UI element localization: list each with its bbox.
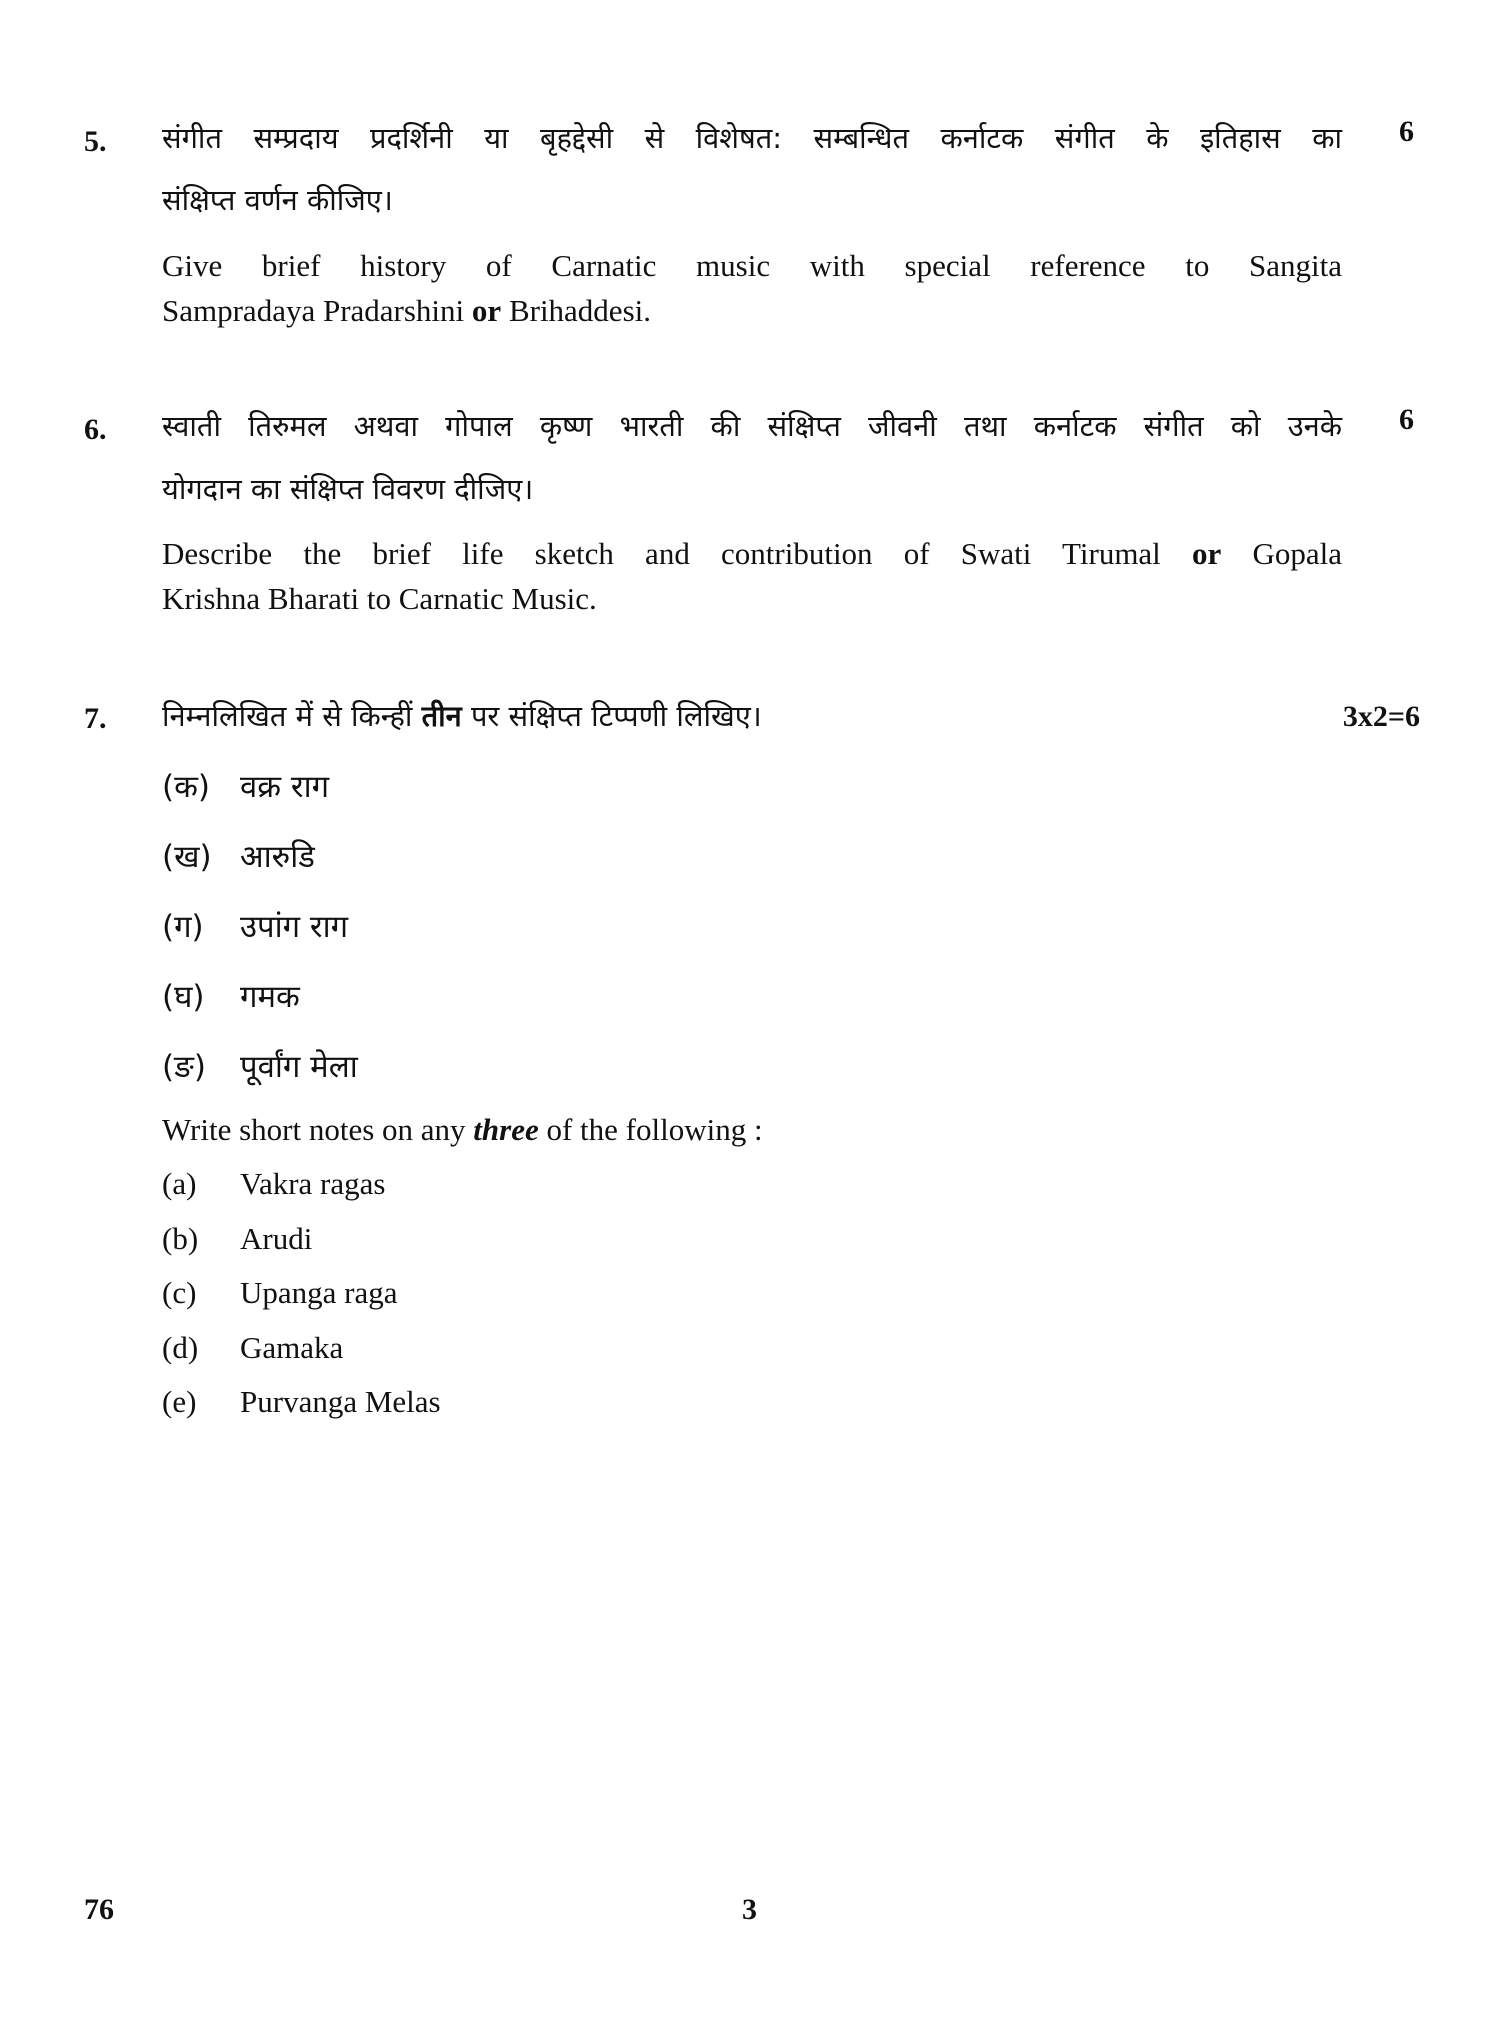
text: Gopala xyxy=(1221,536,1342,571)
text: पर संक्षिप्त टिप्पणी लिखिए। xyxy=(461,699,762,733)
question-5-english-line-1: Give brief history of Carnatic music with special reference to Sangita xyxy=(162,248,1342,283)
three-emphasis: three xyxy=(473,1112,539,1147)
question-6-marks: 6 xyxy=(1399,403,1414,436)
hindi-item-label: (घ) xyxy=(162,979,205,1015)
english-item-label: (a) xyxy=(162,1166,197,1201)
question-5-hindi-line-2: संक्षिप्त वर्णन कीजिए। xyxy=(162,183,393,217)
three-emphasis: तीन xyxy=(421,699,462,733)
paper-code: 76 xyxy=(84,1893,114,1926)
question-7-hindi-instruction xyxy=(162,696,762,736)
english-item-text: Gamaka xyxy=(240,1330,344,1365)
question-6-hindi-line-2: योगदान का संक्षिप्त विवरण दीजिए। xyxy=(162,472,534,506)
english-item-label: (d) xyxy=(162,1330,199,1365)
question-5-hindi-line-1: संगीत सम्प्रदाय प्रदर्शिनी या बृहद्देसी से विशेषत: सम्बन्धित कर्नाटक संगीत के इतिहास का xyxy=(162,121,1342,155)
hindi-item-text: आरुडि xyxy=(240,839,315,875)
hindi-item-text: उपांग राग xyxy=(240,909,349,945)
question-7-english-instruction xyxy=(162,1110,763,1150)
question-6-number: 6. xyxy=(84,413,107,446)
hindi-item-label: (ङ) xyxy=(162,1049,206,1085)
text: Sampradaya Pradarshini xyxy=(162,293,472,328)
question-7-number: 7. xyxy=(84,702,107,735)
page-number: 3 xyxy=(742,1893,757,1926)
question-6-english-line-2: Krishna Bharati to Carnatic Music. xyxy=(162,581,597,616)
question-5-english-line-2 xyxy=(162,291,651,331)
question-7-marks: 3x2=6 xyxy=(1342,700,1420,733)
text: निम्नलिखित में से किन्हीं xyxy=(162,699,422,733)
question-5-number: 5. xyxy=(84,125,107,158)
question-6-hindi-line-1: स्वाती तिरुमल अथवा गोपाल कृष्ण भारती की संक्षिप्त जीवनी तथा कर्नाटक संगीत को उनके xyxy=(162,409,1342,443)
question-6-english-line-1 xyxy=(162,534,1342,574)
hindi-item-text: वक्र राग xyxy=(240,769,330,805)
english-item-label: (b) xyxy=(162,1221,199,1256)
question-5-marks: 6 xyxy=(1399,115,1414,148)
hindi-item-label: (ग) xyxy=(162,909,204,945)
hindi-item-text: गमक xyxy=(240,979,300,1015)
english-item-label: (c) xyxy=(162,1275,197,1310)
english-item-text: Purvanga Melas xyxy=(240,1384,441,1419)
hindi-item-label: (क) xyxy=(162,769,210,805)
text: Brihaddesi. xyxy=(501,293,651,328)
english-item-text: Arudi xyxy=(240,1221,313,1256)
text: Write short notes on any xyxy=(162,1112,474,1147)
or-emphasis: or xyxy=(1192,536,1222,571)
hindi-item-label: (ख) xyxy=(162,839,212,875)
english-item-label: (e) xyxy=(162,1384,197,1419)
or-emphasis: or xyxy=(471,293,502,328)
hindi-item-text: पूर्वांग मेला xyxy=(240,1049,358,1085)
text: Describe the brief life sketch and contribution of Swati Tirumal xyxy=(162,536,1192,571)
english-item-text: Upanga raga xyxy=(240,1275,398,1310)
text: of the following : xyxy=(538,1112,763,1147)
english-item-text: Vakra ragas xyxy=(240,1166,386,1201)
